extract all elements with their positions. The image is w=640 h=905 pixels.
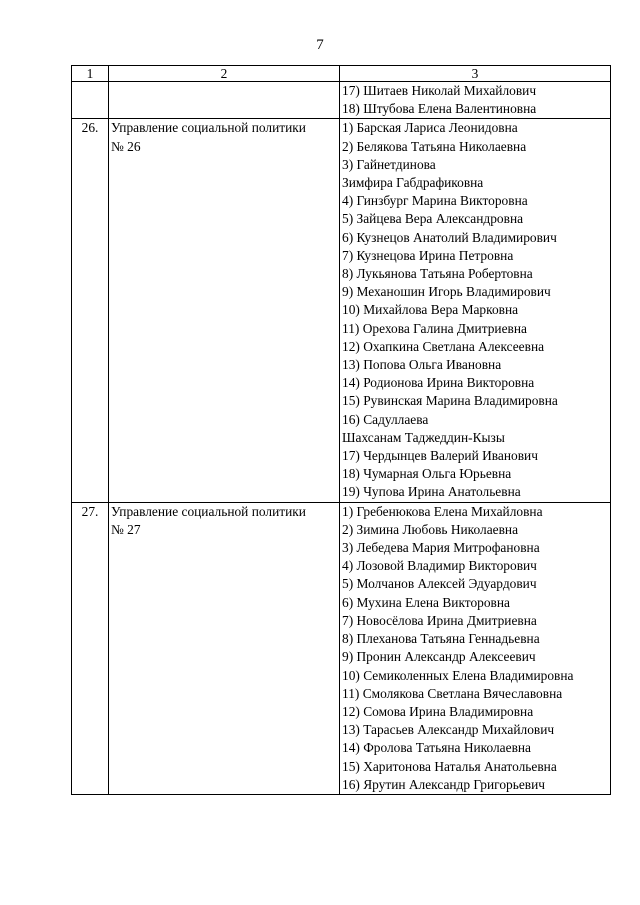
member-name: 12) Сомова Ирина Владимировна: [342, 703, 534, 719]
row-number: [72, 82, 109, 119]
row-number: 27.: [72, 502, 109, 794]
department-line: № 27: [111, 521, 141, 537]
member-name: 2) Белякова Татьяна Николаевна: [342, 138, 527, 154]
header-col-2: 2: [109, 66, 340, 82]
members-cell: [340, 82, 611, 119]
member-name: 14) Родионова Ирина Викторовна: [342, 375, 535, 391]
department-cell: [109, 502, 340, 794]
department-cell: [109, 82, 340, 119]
department-line: Управление социальной политики: [111, 503, 306, 519]
department-line: № 26: [111, 138, 141, 154]
department-line: Управление социальной политики: [111, 120, 306, 136]
table-header-row: [72, 66, 611, 82]
member-name: 3) Лебедева Мария Митрофановна: [342, 540, 540, 556]
member-name: 15) Рувинская Марина Владимировна: [342, 393, 558, 409]
members-cell: [340, 119, 611, 502]
page-number: 7: [316, 37, 324, 53]
table-row: [72, 119, 611, 502]
member-name: 8) Плеханова Татьяна Геннадьевна: [342, 631, 540, 647]
member-name: 1) Гребенюкова Елена Михайловна: [342, 503, 543, 519]
member-name: 8) Лукьянова Татьяна Робертовна: [342, 266, 533, 282]
member-name: 5) Молчанов Алексей Эдуардович: [342, 576, 537, 592]
member-name: Шахсанам Таджеддин-Кызы: [342, 429, 505, 445]
member-name: 15) Харитонова Наталья Анатольевна: [342, 758, 557, 774]
member-name: 18) Штубова Елена Валентиновна: [342, 101, 537, 117]
member-name: 9) Пронин Александр Алексеевич: [342, 649, 536, 665]
row-number: 26.: [72, 119, 109, 502]
member-name: 6) Мухина Елена Викторовна: [342, 594, 510, 610]
members-cell: [340, 502, 611, 794]
member-name: 4) Лозовой Владимир Викторович: [342, 558, 537, 574]
member-name: 11) Орехова Галина Дмитриевна: [342, 320, 527, 336]
member-name: 10) Михайлова Вера Марковна: [342, 302, 519, 318]
member-name: 16) Ярутин Александр Григорьевич: [342, 776, 545, 792]
member-name: Зимфира Габдрафиковна: [342, 175, 484, 191]
header-col-1: 1: [72, 66, 109, 82]
member-name: 7) Кузнецова Ирина Петровна: [342, 247, 514, 263]
member-name: 6) Кузнецов Анатолий Владимирович: [342, 229, 557, 245]
member-name: 12) Охапкина Светлана Алексеевна: [342, 338, 545, 354]
member-name: 7) Новосёлова Ирина Дмитриевна: [342, 612, 537, 628]
member-name: 18) Чумарная Ольга Юрьевна: [342, 466, 512, 482]
member-name: 1) Барская Лариса Леонидовна: [342, 120, 518, 136]
table-row: [72, 82, 611, 119]
member-name: 10) Семиколенных Елена Владимировна: [342, 667, 574, 683]
member-name: 11) Смолякова Светлана Вячеславовна: [342, 685, 563, 701]
member-name: 5) Зайцева Вера Александровна: [342, 211, 524, 227]
department-cell: [109, 119, 340, 502]
member-name: 17) Шитаев Николай Михайлович: [342, 83, 537, 98]
table-row: [72, 502, 611, 794]
member-name: 3) Гайнетдинова: [342, 156, 436, 172]
member-name: 4) Гинзбург Марина Викторовна: [342, 193, 528, 209]
member-name: 9) Механошин Игорь Владимирович: [342, 284, 551, 300]
member-name: 19) Чупова Ирина Анатольевна: [342, 484, 521, 500]
member-name: 16) Садуллаева: [342, 411, 429, 427]
member-name: 13) Попова Ольга Ивановна: [342, 357, 502, 373]
commission-table: [71, 65, 611, 795]
member-name: 14) Фролова Татьяна Николаевна: [342, 740, 532, 756]
member-name: 17) Чердынцев Валерий Иванович: [342, 448, 538, 464]
member-name: 2) Зимина Любовь Николаевна: [342, 521, 519, 537]
header-col-3: 3: [340, 66, 611, 82]
member-name: 13) Тарасьев Александр Михайлович: [342, 722, 555, 738]
